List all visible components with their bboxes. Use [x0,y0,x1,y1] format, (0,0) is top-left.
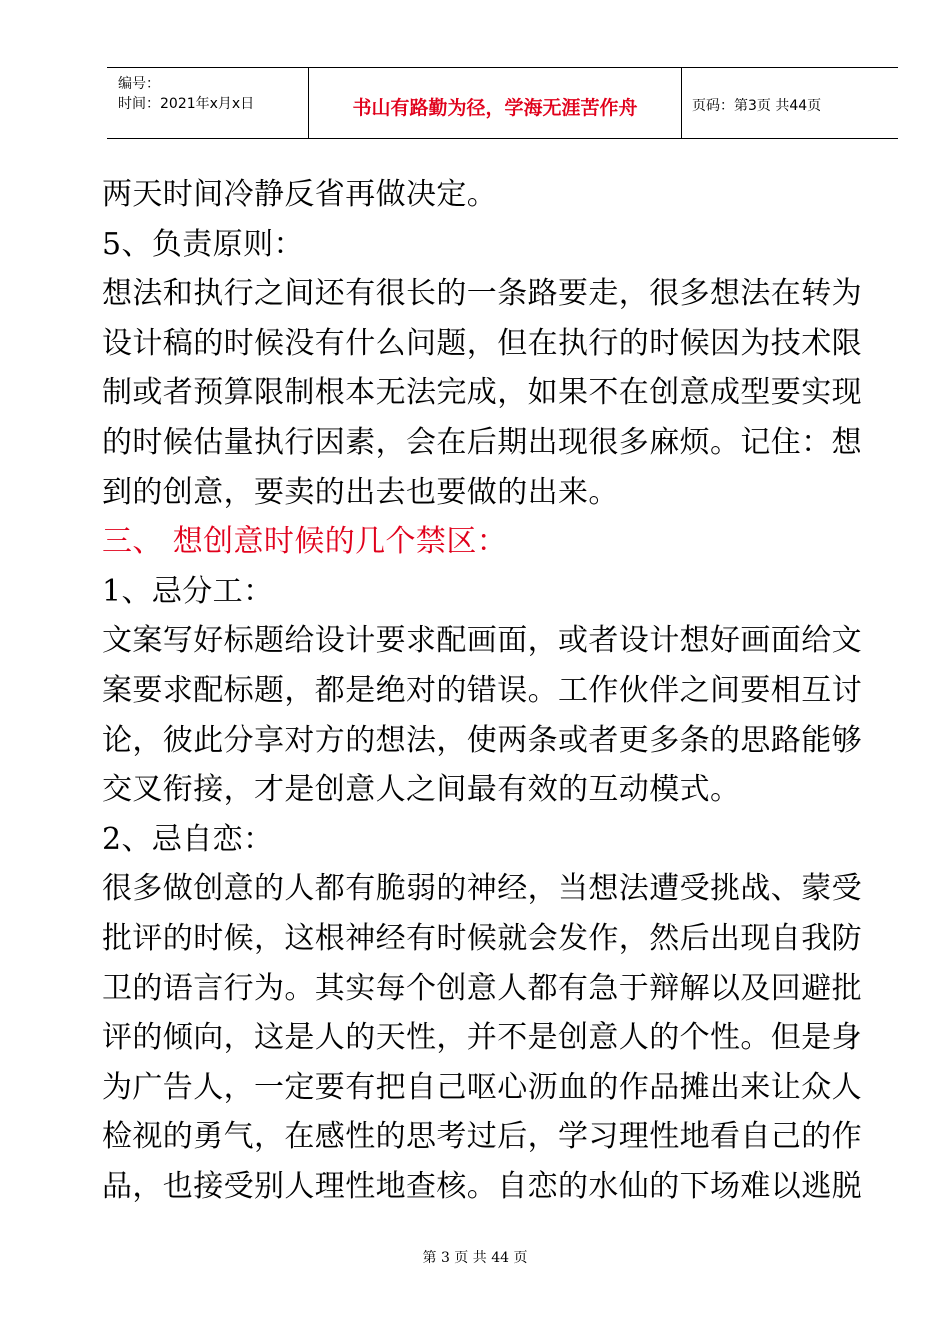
section-heading-line: 三、 想创意时候的几个禁区： [102,524,508,560]
body-text-line: 检视的勇气，在感性的思考过后，学习理性地看自己的作 [102,1119,862,1155]
body-text-line: 1、忌分工： [102,573,274,609]
document-number-label: 编号： [118,76,160,92]
document-body [102,170,907,1211]
body-text-line: 2、忌自恋： [102,821,274,857]
header-page-number: 页码：第3页 共44页 [692,98,822,114]
body-text-line: 很多做创意的人都有脆弱的神经，当想法遭受挑战、蒙受 [102,871,862,907]
header-page-cell [682,68,898,138]
body-text-line: 卫的语言行为。其实每个创意人都有急于辩解以及回避批 [102,970,862,1006]
body-text-line: 两天时间冷静反省再做决定。 [102,177,498,212]
body-text-line: 设计稿的时候没有什么问题，但在执行的时候因为技术限 [102,325,862,361]
body-text-line: 的时候估量执行因素，会在后期出现很多麻烦。记住：想 [102,424,862,460]
page-footer [0,1247,950,1267]
body-text-line: 为广告人，一定要有把自己呕心沥血的作品摊出来让众人 [102,1069,862,1105]
body-text-line: 评的倾向，这是人的天性，并不是创意人的个性。但是身 [102,1020,862,1056]
body-text-line: 批评的时候，这根神经有时候就会发作，然后出现自我防 [102,920,862,956]
body-text-line: 案要求配标题，都是绝对的错误。工作伙伴之间要相互讨 [102,672,862,708]
body-text-line: 文案写好标题给设计要求配画面，或者设计想好画面给文 [102,623,862,659]
header-meta-cell [107,68,309,138]
body-text-line: 制或者预算限制根本无法完成，如果不在创意成型要实现 [102,375,862,411]
header-motto: 书山有路勤为径，学海无涯苦作舟 [352,96,638,119]
body-text-line: 品，也接受别人理性地查核。自恋的水仙的下场难以逃脱 [102,1168,862,1204]
document-date-label: 时间：2021年x月x日 [118,96,255,112]
body-text-line: 到的创意，要卖的出去也要做的出来。 [102,474,619,510]
body-text-line: 5、负责原则： [102,226,304,262]
body-text-line: 交叉衔接，才是创意人之间最有效的互动模式。 [102,772,741,808]
header-motto-cell [309,68,682,138]
body-text-line: 想法和执行之间还有很长的一条路要走，很多想法在转为 [102,276,862,312]
page-header [107,67,898,139]
body-text-line: 论，彼此分享对方的想法，使两条或者更多条的思路能够 [102,722,862,758]
footer-page-number: 第 3 页 共 44 页 [422,1250,528,1266]
